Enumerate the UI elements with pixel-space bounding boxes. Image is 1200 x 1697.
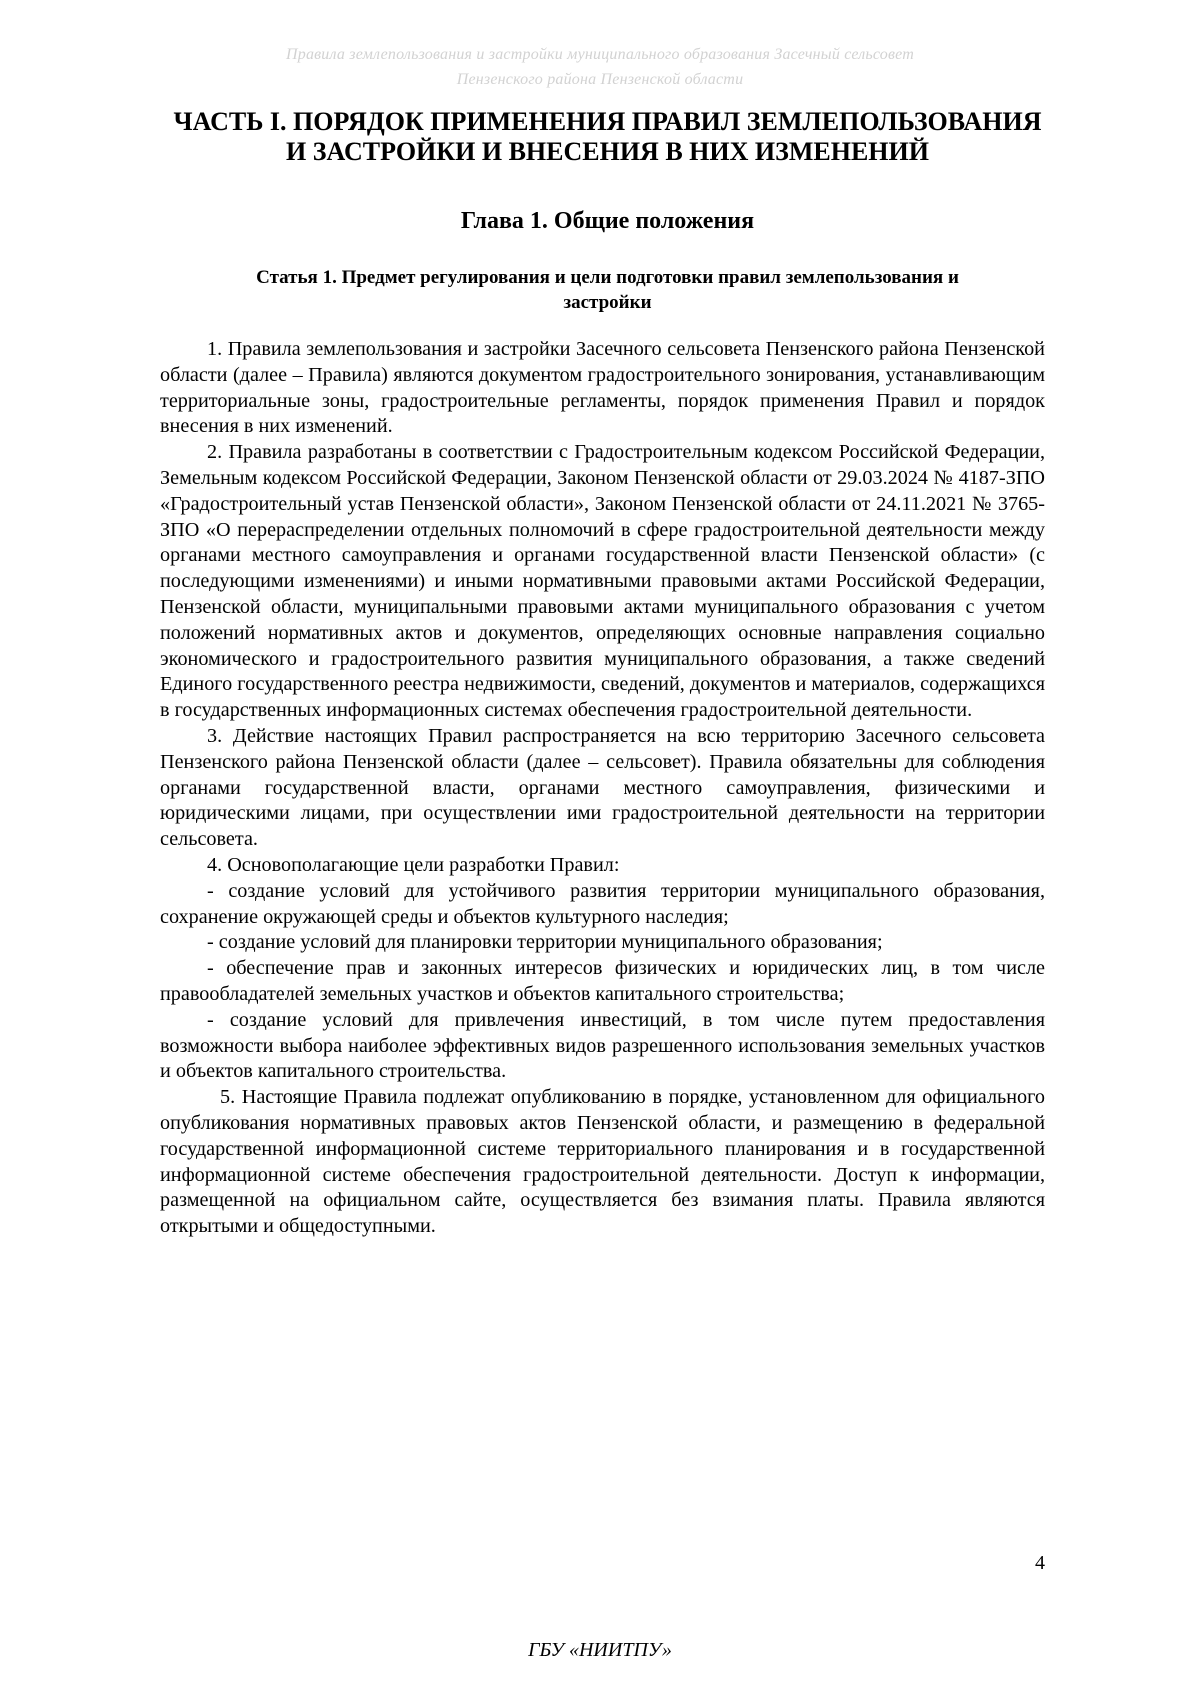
paragraph-1: 1. Правила землепользования и застройки Засечного сельсовета Пензенского района Пензенской области (далее – Правила) являются документом градостроительного зонирования, устанавливающим территориальные зоны, градостроительные регламенты, порядок применения Правил и порядок внесения в них изменений. [160, 338, 1045, 438]
running-header-line-2: Пензенского района Пензенской области [456, 71, 744, 88]
part-title-line-2: И ЗАСТРОЙКИ И ВНЕСЕНИЯ В НИХ ИЗМЕНЕНИЙ [286, 137, 929, 166]
goal-list-item: - создание условий для привлечения инвестиций, в том числе путем предоставления возможности выбора наиболее эффективных видов разрешенного использования земельных участков и объектов капитального строительства. [160, 1008, 1045, 1083]
goal-list-item: - создание условий для устойчивого развития территории муниципального образования, сохранение окружающей среды и объектов культурного наследия; [160, 879, 1045, 928]
goal-list-item: - создание условий для планировки территории муниципального образования; [207, 931, 883, 954]
part-title [165, 107, 1050, 167]
article-body [160, 337, 1045, 1240]
footer-organization: ГБУ «НИИТПУ» [528, 1639, 672, 1661]
paragraph-2: 2. Правила разработаны в соответствии с Градостроительным кодексом Российской Федерации, Земельным кодексом Российской Федерации, Законом Пензенской области от 29.03.2024 № 4187-ЗПО «Градостроительный устав Пензенской области», Законом Пензенской области от 24.11.2021 № 3765-ЗПО «О перераспределении отдельных полномочий в сфере градостроительной деятельности между органами местного самоуправления и органами государственной власти Пензенской области» (с последующими изменениями) и иными нормативными правовыми актами Российской Федерации, Пензенской области, муниципальными правовыми актами муниципального образования с учетом положений нормативных актов и документов, определяющих основные направления социально экономического и градостроительного развития муниципального образования, а также сведений Единого государственного реестра недвижимости, сведений, документов и материалов, содержащихся в государственных информационных системах обеспечения градостроительной деятельности. [160, 441, 1045, 722]
running-header-line-1: Правила землепользования и застройки муниципального образования Засечный сельсовет [285, 46, 914, 63]
article-title-line-1: Статья 1. Предмет регулирования и цели подготовки правил землепользования и [256, 267, 959, 288]
paragraph-3: 3. Действие настоящих Правил распространяется на всю территорию Засечного сельсовета Пензенского района Пензенской области (далее – сельсовет). Правила обязательны для соблюдения органами государственной власти, органами местного самоуправления, физическими и юридическими лицами, при осуществлении ими градостроительной деятельности на территории сельсовета. [160, 724, 1045, 851]
page-number: 4 [1035, 1552, 1045, 1574]
part-title-line-1: ЧАСТЬ I. ПОРЯДОК ПРИМЕНЕНИЯ ПРАВИЛ ЗЕМЛЕПОЛЬЗОВАНИЯ [173, 107, 1042, 136]
paragraph-5: 5. Настоящие Правила подлежат опубликованию в порядке, установленном для официального опубликования нормативных правовых актов Пензенской области, и размещению в федеральной государственной информационной системе территориального планирования и в государственной информационной системе обеспечения градостроительной деятельности. Доступ к информации, размещенной на официальном сайте, осуществляется без взимания платы. Правила являются открытыми и общедоступными. [160, 1086, 1045, 1238]
paragraph-4: 4. Основополагающие цели разработки Правил: [207, 853, 620, 876]
goal-list-item: - обеспечение прав и законных интересов физических и юридических лиц, в том числе правообладателей земельных участков и объектов капитального строительства; [160, 957, 1045, 1005]
running-header [0, 42, 1200, 92]
article-title [165, 265, 1050, 315]
article-title-line-2: застройки [563, 292, 652, 313]
chapter-title: Глава 1. Общие положения [460, 208, 755, 234]
